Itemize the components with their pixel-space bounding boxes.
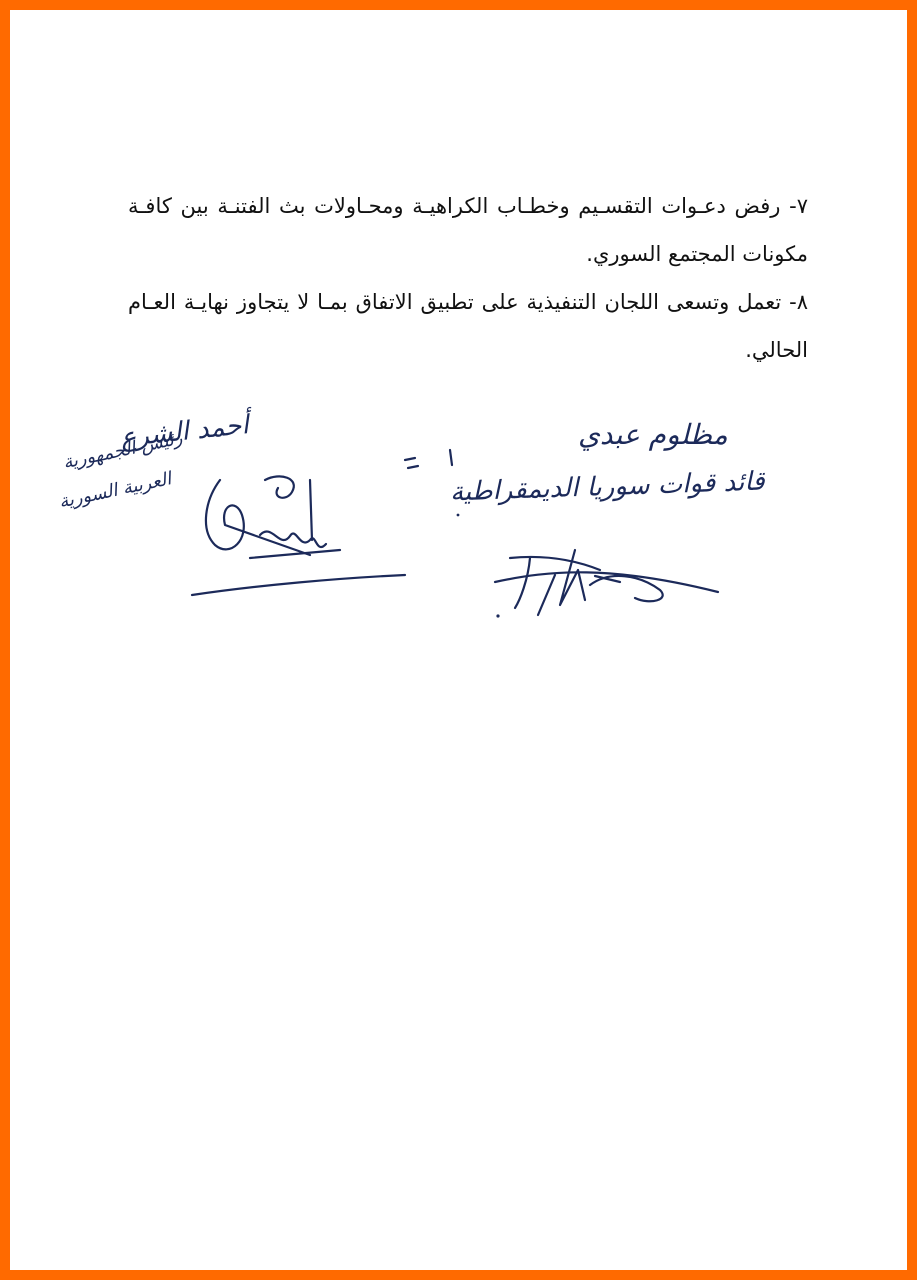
left-signatory-name: أحمد الشرع	[119, 410, 251, 454]
left-signatory-title-line2: العربية السورية	[57, 468, 174, 513]
clause-8: ٨- تعمل وتسعى اللجان التنفيذية على تطبيق الاتفاق بمـا لا يتجاوز نهايـة العـام الحالي.	[128, 290, 808, 362]
right-signatory-name: مظلوم عبدي	[578, 418, 728, 451]
signature-drawings	[10, 10, 907, 710]
right-signature	[495, 550, 718, 615]
decorative-stamp-marks	[405, 450, 500, 618]
left-signatory-title-line1: رئيس الجمهورية	[61, 427, 185, 474]
clause-7: ٧- رفض دعـوات التقسـيم وخطـاب الكراهيـة ومحـاولات بث الفتنـة بين كافـة مكونات المجتمع السوري.	[128, 194, 808, 266]
left-signature	[192, 476, 405, 595]
right-signatory-title: قائد قوات سوريا الديمقراطية	[449, 466, 766, 508]
document-page	[10, 10, 907, 1270]
